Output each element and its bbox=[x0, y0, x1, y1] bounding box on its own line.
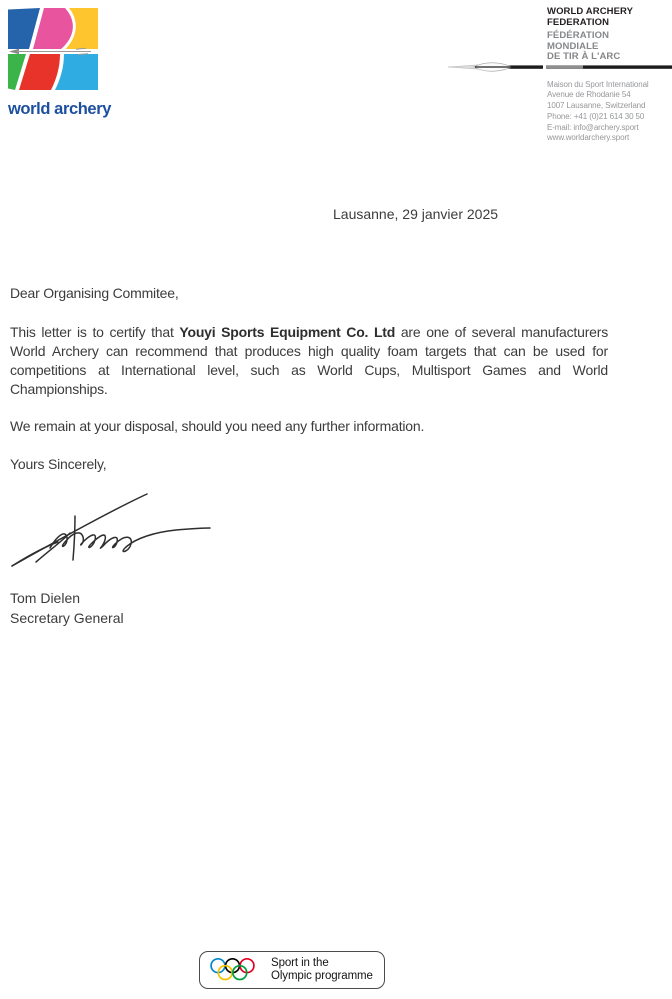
paragraph-line: competitions at International level, such as World Cups, Multisport Games and World bbox=[10, 362, 608, 378]
letterhead-org-block bbox=[547, 7, 669, 144]
world-archery-logo-icon bbox=[8, 8, 98, 90]
org-name-en-line1: WORLD ARCHERY bbox=[547, 6, 634, 17]
org-name-fr-line2: MONDIALE bbox=[547, 40, 599, 52]
date-line: Lausanne, 29 janvier 2025 bbox=[333, 206, 499, 222]
signer-block bbox=[10, 589, 124, 628]
signature bbox=[6, 486, 214, 574]
org-name-fr-line1: FÉDÉRATION bbox=[547, 30, 610, 41]
olympic-programme-badge bbox=[199, 951, 385, 989]
olympic-badge-line1: Sport in the bbox=[271, 957, 329, 969]
closing: Yours Sincerely, bbox=[10, 456, 107, 472]
world-archery-logo bbox=[8, 8, 112, 119]
org-name-en bbox=[547, 7, 669, 28]
olympic-badge-label bbox=[271, 957, 373, 983]
org-address bbox=[547, 80, 669, 145]
org-name-fr bbox=[547, 31, 669, 63]
arrow-icon bbox=[448, 60, 672, 74]
address-line: 1007 Lausanne, Switzerland bbox=[547, 101, 646, 111]
company-name: Youyi Sports Equipment Co. Ltd bbox=[179, 324, 396, 340]
paragraph-line bbox=[10, 323, 608, 342]
signer-title: Secretary General bbox=[10, 609, 124, 626]
salutation: Dear Organising Commitee, bbox=[10, 285, 179, 301]
paragraph-line: Championships. bbox=[10, 381, 108, 397]
olympic-rings-icon bbox=[210, 957, 262, 983]
org-name-fr-line3: DE TIR À L'ARC bbox=[547, 51, 621, 62]
signer-name: Tom Dielen bbox=[10, 590, 81, 606]
paragraph-certification bbox=[10, 323, 608, 399]
paragraph-disposal: We remain at your disposal, should you need any further information. bbox=[10, 418, 425, 434]
line1-suffix: are one of several manufacturers bbox=[395, 324, 609, 340]
address-line: E-mail: info@archery.sport bbox=[547, 122, 639, 132]
address-line: Avenue de Rhodanie 54 bbox=[547, 90, 631, 100]
olympic-badge-line2: Olympic programme bbox=[271, 970, 373, 982]
paragraph-line: World Archery can recommend that produces high quality foam targets that can be used for bbox=[10, 343, 608, 359]
org-name-en-line2: FEDERATION bbox=[547, 16, 610, 28]
address-line: Maison du Sport International bbox=[547, 79, 649, 89]
address-line: Phone: +41 (0)21 614 30 50 bbox=[547, 111, 645, 121]
line1-prefix: This letter is to certify that bbox=[10, 324, 180, 340]
logo-wordmark: world archery bbox=[8, 100, 112, 118]
letter-body bbox=[10, 284, 608, 474]
address-line: www.worldarchery.sport bbox=[547, 133, 630, 143]
